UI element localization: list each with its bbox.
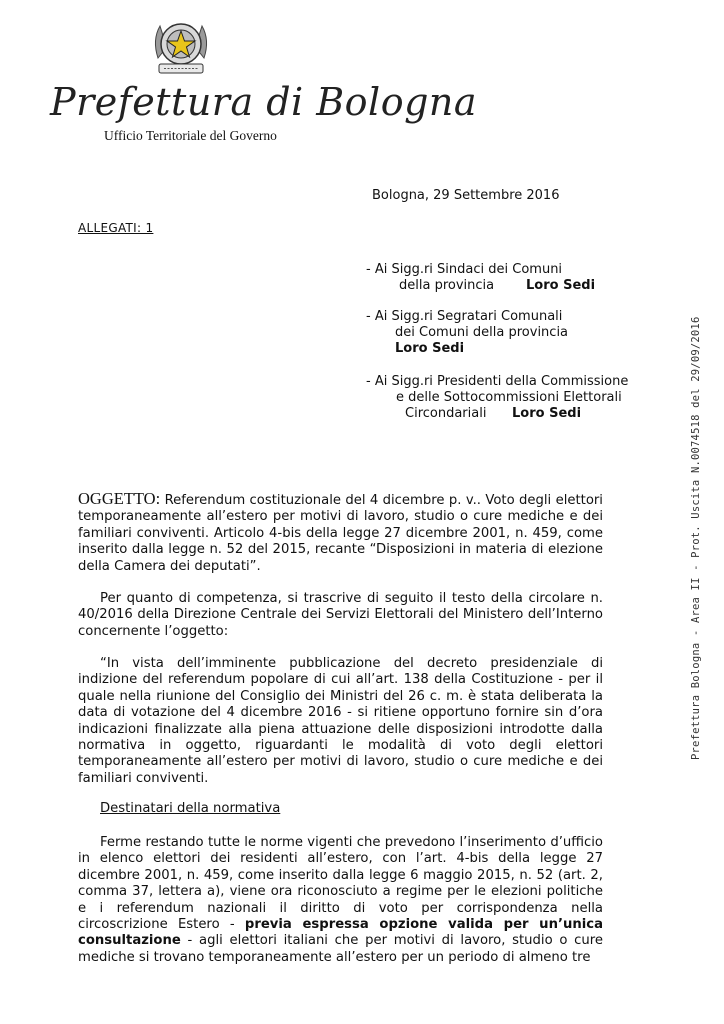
recipient-2-loro-sedi: Loro Sedi [395, 341, 465, 356]
attachments-label: ALLEGATI: 1 [78, 221, 154, 235]
office-subtitle: Ufficio Territoriale del Governo [104, 128, 277, 143]
recipient-2-line2: dei Comuni della provincia [395, 325, 569, 340]
subject-label: OGGETTO: [78, 489, 161, 508]
recipient-1-loro-sedi: Loro Sedi [526, 278, 596, 293]
recipient-3-line3: Circondariali [405, 406, 487, 421]
paragraph-3-emphasis: previa espressa opzione valida per un’unica consultazione [78, 917, 603, 949]
prefettura-title: Prefettura di Bologna [50, 80, 478, 124]
recipient-3-line2: e delle Sottocommissioni Elettorali [396, 390, 622, 405]
section-title: Destinatari della normativa [100, 801, 281, 816]
subject-text: Referendum costituzionale del 4 dicembre p. v.. Voto degli elettori temporaneamente all’estero per motivi di lavoro, studio o cure mediche e dei familiari conviventi. Articolo 4-bis della legge 27 dicembre 2001, n. 459, come inserito dalla legge n. 52 del 2015, recante “Disposizioni in materia di elezione della Camera dei deputati”. [78, 493, 603, 574]
recipient-3-loro-sedi: Loro Sedi [512, 406, 582, 421]
protocol-stamp: Prefettura Bologna - Area II - Prot. Uscita N.0074518 del 29/09/2016 [690, 316, 702, 760]
date-line: Bologna, 29 Settembre 2016 [372, 188, 560, 203]
recipient-2-line1: - Ai Sigg.ri Segratari Comunali [366, 309, 563, 324]
recipient-3-line1: - Ai Sigg.ri Presidenti della Commissione [366, 374, 629, 389]
republic-emblem [150, 14, 212, 78]
recipient-1-line1: - Ai Sigg.ri Sindaci dei Comuni [366, 262, 563, 277]
paragraph-3 [78, 835, 603, 966]
subject-paragraph [78, 491, 603, 575]
paragraph-2: “In vista dell’imminente pubblicazione del decreto presidenziale di indizione del referendum popolare di cui all’art. 138 della Costituzione - per il quale nella riunione del Consiglio dei Ministri del 26 c. m. è stata deliberata la data di votazione del 4 dicembre 2016 - si ritiene opportuno fornire sin d’ora indicazioni finalizzate alla piena attuazione delle disposizioni introdotte dalla normativa in oggetto, riguardanti le modalità di voto degli elettori temporaneamente all’estero per motivi di lavoro, studio o cure mediche e dei familiari conviventi. [78, 656, 603, 786]
paragraph-3-text-end: - agli elettori italiani che per motivi di lavoro, studio o cure mediche si trovano temporaneamente all’estero per un periodo di almeno tre [78, 933, 603, 965]
paragraph-1: Per quanto di competenza, si trascrive di seguito il testo della circolare n. 40/2016 della Direzione Centrale dei Servizi Elettorali del Ministero dell’Interno concernente l’oggetto: [78, 591, 603, 639]
recipient-1-line2: della provincia [399, 278, 495, 293]
paragraph-3-text: Ferme restando tutte le norme vigenti che prevedono l’inserimento d’ufficio in elenco elettori dei residenti all’estero, con l’art. 4-bis della legge 27 dicembre 2001, n. 459, come inserito dalla legge 6 maggio 2015, n. 52 (art. 2, comma 37, lettera a), viene ora riconosciuto a regime per le elezioni politiche e i referendum nazionali il diritto di voto per corrispondenza nella circoscrizione Estero - [78, 835, 603, 933]
